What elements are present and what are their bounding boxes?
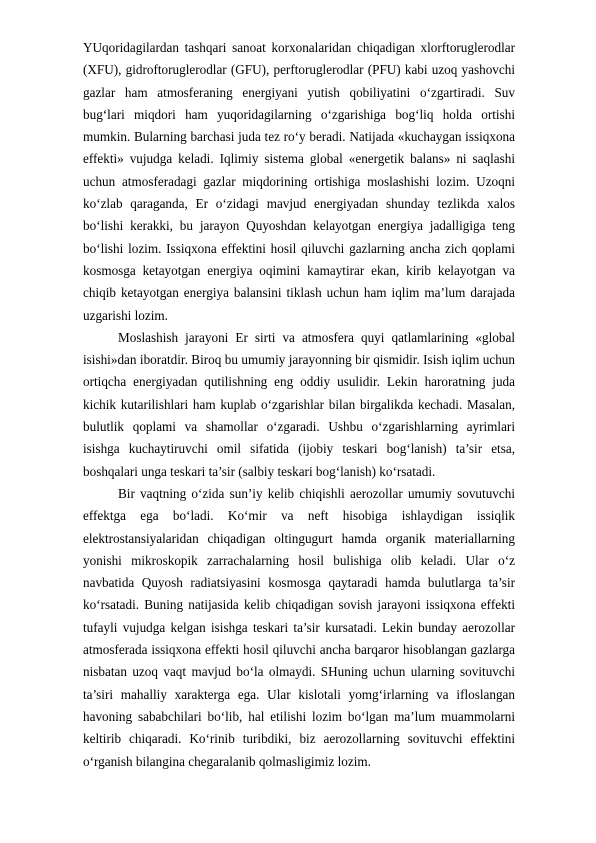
paragraph-1: YUqoridagilardan tashqari sanoat korxonalaridan chiqadigan xlorftoruglerodlar (XFU), gidroftoruglerodlar (GFU), perftoruglerodlar (PFU) kabi uzoq yashovchi gazlar ham atmosferaning energiyani yutish qobiliyatini o‘zgartiradi. Suv bug‘lari miqdori ham yuqoridagilarning o‘zgarishiga bog‘liq holda ortishi mumkin. Bularning barchasi juda tez ro‘y beradi. Natijada «kuchaygan issiqxona effekti» vujudga keladi. Iqlimiy sistema global «energetik balans» ni saqlashi uchun atmosferadagi gazlar miqdorining ortishiga moslashishi lozim. Uzoqni ko‘zlab qaraganda, Er o‘zidagi mavjud energiyadan shunday tezlikda xalos bo‘lishi kerakki, bu jarayon Quyoshdan kelayotgan energiya jadalligiga teng bo‘lishi lozim. Issiqxona effektini hosil qiluvchi gazlarning ancha zich qoplami kosmosga ketayotgan energiya oqimini kamaytirar ekan, kirib kelayotgan va chiqib ketayotgan energiya balansini tiklash uchun ham iqlim ma’lum darajada uzgarishi lozim. <box>83 40 515 323</box>
document-page <box>83 37 515 773</box>
paragraph-3: Bir vaqtning o‘zida sun’iy kelib chiqishli aerozollar umumiy sovutuvchi effektga ega bo‘ladi. Ko‘mir va neft hisobiga ishlaydigan issiqlik elektrostansiyalaridan chiqadigan oltingugurt hamda organik materiallarning yonishi mikroskopik zarrachalarning hosil bulishiga olib keladi. Ular o‘z navbatida Quyosh radiatsiyasini kosmosga qaytaradi hamda bulutlarga ta’sir ko‘rsatadi. Buning natijasida kelib chiqadigan sovish jarayoni issiqxona effekti tufayli vujudga kelgan isishga teskari ta’sir kursatadi. Lekin bunday aerozollar atmosferada issiqxona effekti hosil qiluvchi ancha barqaror hisoblangan gazlarga nisbatan uzoq vaqt mavjud bo‘la olmaydi. SHuning uchun ularning sovituvchi ta’siri mahalliy xarakterga ega. Ular kislotali yomg‘irlarning va ifloslangan havoning sababchilari bo‘lib, hal etilishi lozim bo‘lgan ma’lum muammolarni keltirib chiqaradi. Ko‘rinib turibdiki, biz aerozollarning sovituvchi effektini o‘rganish bilangina chegaralanib qolmasligimiz lozim. <box>83 485 515 769</box>
paragraph-2: Moslashish jarayoni Er sirti va atmosfera quyi qatlamlarining «global isishi»dan iboratdir. Biroq bu umumiy jarayonning bir qismidir. Isish iqlim uchun ortiqcha energiyadan qutilishning eng oddiy usulidir. Lekin haroratning juda kichik kutarilishlari ham kuplab o‘zgarishlar bilan birgalikda kechadi. Masalan, bulutlik qoplami va shamollar o‘zgaradi. Ushbu o‘zgarishlarning ayrimlari isishga kuchaytiruvchi omil sifatida (ijobiy teskari bog‘lanish) ta’sir etsa, boshqalari unga teskari ta’sir (salbiy teskari bog‘lanish) ko‘rsatadi. <box>83 329 515 479</box>
